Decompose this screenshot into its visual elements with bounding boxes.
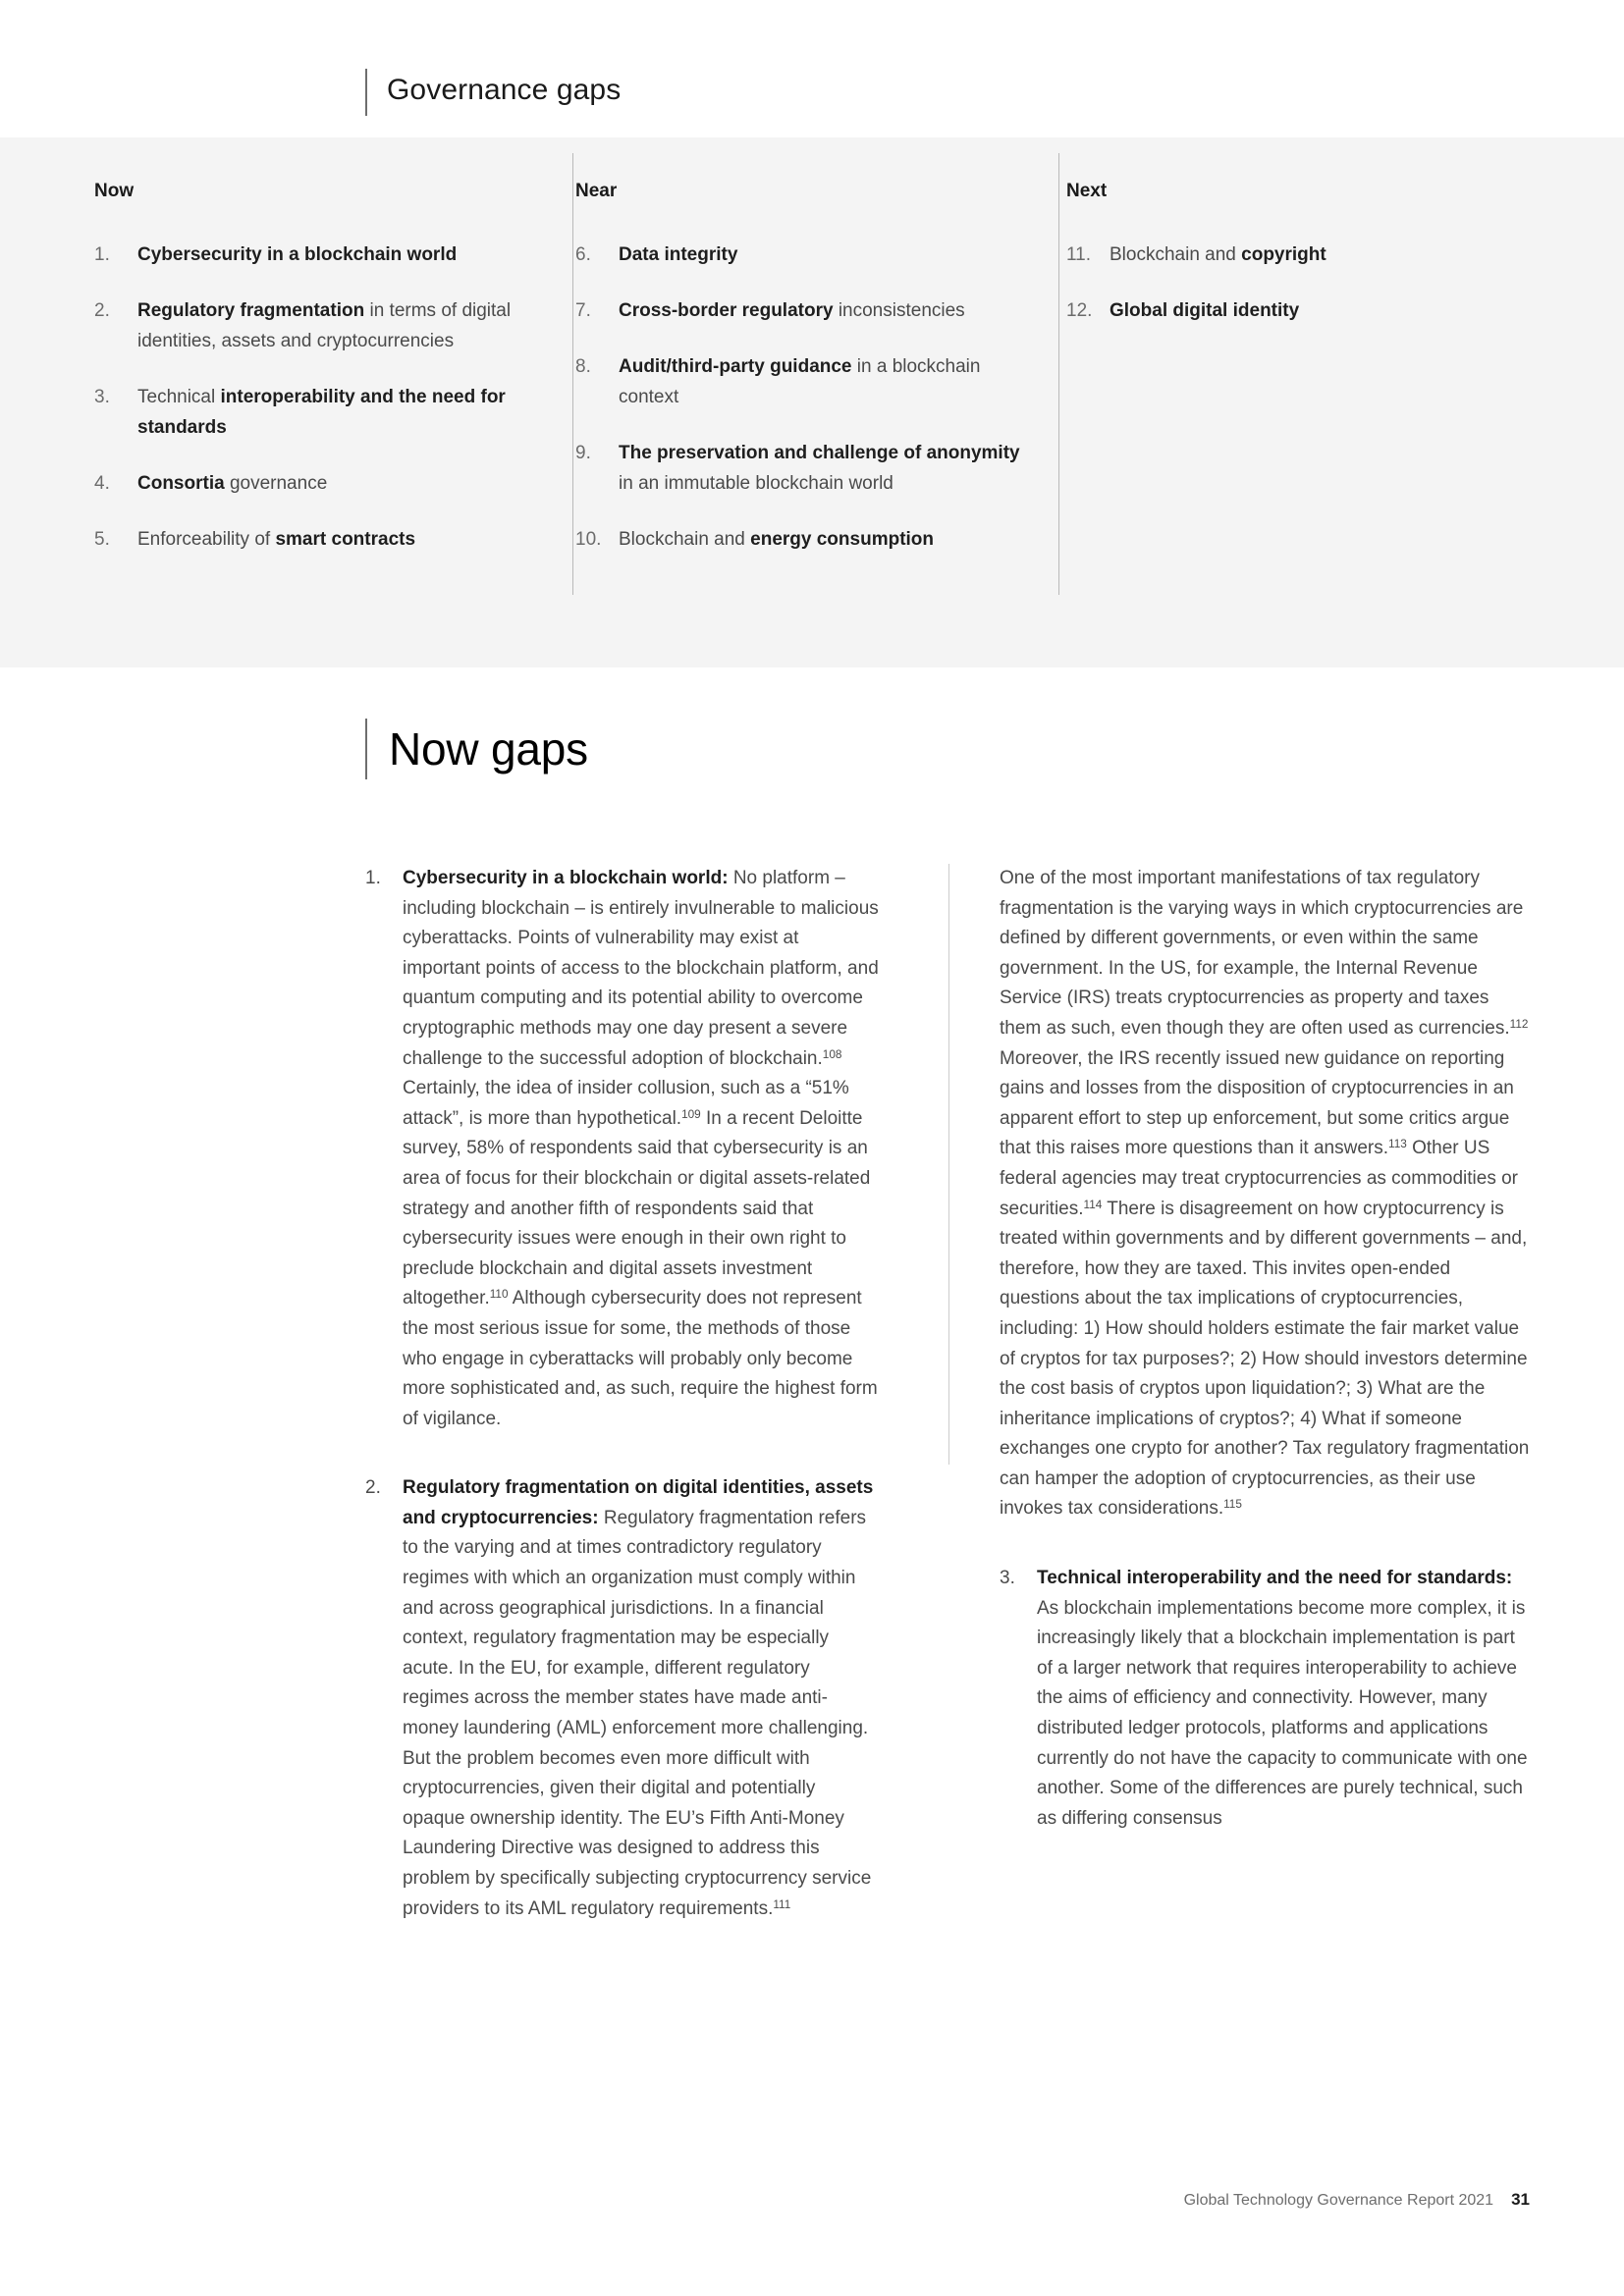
gaps-item-number: 9. [575, 443, 591, 463]
gaps-item-text: Global digital identity [1110, 300, 1300, 321]
footer-report-title: Global Technology Governance Report 2021 [1183, 2192, 1494, 2209]
gaps-list-now [94, 240, 536, 555]
section-header [365, 69, 621, 116]
section-header-title: Governance gaps [387, 74, 622, 106]
gaps-column-title: Now [94, 181, 135, 201]
page-heading [365, 719, 588, 779]
gaps-list-item [1066, 295, 1538, 326]
paragraph-number: 2. [365, 1477, 381, 1499]
numbered-paragraph [1000, 1564, 1532, 1834]
gaps-item-number: 5. [94, 529, 110, 550]
paragraph-text: Cybersecurity in a blockchain world: No platform – including blockchain – is entirely invulnerable to malicious cyberattacks. Points of vulnerability may exist at important points of access to the blockchain platform, and quantum computing and its potential ability to overcome cryptographic methods may one day present a severe challenge to the successful adoption of blockchain.$^{108}$ Certainly, the idea of insider collusion, such as a “51% attack”, is more than hypothetical.$^{109}$ In a recent Deloitte survey, 58% of respondents said that cybersecurity is an area of focus for their blockchain or digital assets-related strategy and another fifth of respondents said that cybersecurity issues were enough in their own right to preclude blockchain and digital assets investment altogether.$^{110}$ Although cybersecurity does not represent the most serious issue for some, the methods of those who engage in cyberattacks will probably only become more sophisticated and, as such, require the highest form of vigilance. [403, 868, 879, 1429]
paragraph: One of the most important manifestations of tax regulatory fragmentation is the varying ways in which cryptocurrencies are defined by different governments, or even within the same government. In the US, for example, the Internal Revenue Service (IRS) treats cryptocurrencies as property and taxes them as such, even though they are often used as currencies.$^{112}$ Moreover, the IRS recently issued new guidance on reporting gains and losses from the disposition of cryptocurrencies in an apparent effort to step up enforcement, but some critics argue that this raises more questions than it answers.$^{113}$ Other US federal agencies may treat cryptocurrencies as commodities or securities.$^{114}$ There is disagreement on how cryptocurrency is treated within governments and by different governments – and, therefore, how they are taxed. This invites open-ended questions about the tax implications of cryptocurrencies, including: 1) How should holders estimate the fair market value of cryptos for tax purposes?; 2) How should investors determine the cost basis of cryptos upon liquidation?; 3) What are the inheritance implications of cryptos?; 4) What if someone exchanges one crypto for another? Tax regulatory fragmentation can hamper the adoption of cryptocurrencies, as their use invokes tax considerations.$^{115}$ [1000, 868, 1530, 1520]
gaps-item-text: Consortia governance [137, 473, 328, 494]
gaps-list-item [94, 524, 536, 555]
footer-page-number: 31 [1511, 2190, 1530, 2209]
gaps-item-number: 4. [94, 473, 110, 494]
numbered-paragraph [365, 1473, 880, 1924]
gaps-item-number: 2. [94, 300, 110, 321]
gaps-list-item [575, 438, 1027, 499]
gaps-item-number: 11. [1066, 244, 1092, 265]
gaps-item-text: Enforceability of smart contracts [137, 529, 416, 550]
gaps-item-text: Technical interoperability and the need for standards [137, 387, 506, 438]
paragraph-text: Regulatory fragmentation on digital identities, assets and cryptocurrencies: Regulatory fragmentation refers to the varying and at times contradictory regulatory regimes with which an organization must comply within and across geographical jurisdictions. In a financial context, regulatory fragmentation may be especially acute. In the EU, for example, different regulatory regimes across the member states have made anti-money laundering (AML) enforcement more challenging. But the problem becomes even more difficult with cryptocurrencies, given their digital and potentially opaque ownership identity. The EU’s Fifth Anti-Money Laundering Directive was designed to address this problem by specifically subjecting cryptocurrency service providers to its AML regulatory requirements.$^{111}$ [403, 1477, 874, 1919]
gaps-list-item [94, 382, 536, 443]
body-column-right [948, 864, 1532, 1963]
body-columns [365, 864, 1532, 1963]
gaps-list-item [94, 468, 536, 499]
gaps-list-next [1066, 240, 1538, 326]
gaps-list-item [575, 351, 1027, 412]
gaps-list-near [575, 240, 1027, 555]
gaps-column-now [94, 179, 575, 580]
gaps-item-number: 6. [575, 244, 591, 265]
gaps-item-number: 7. [575, 300, 591, 321]
gaps-column-title: Next [1066, 181, 1108, 201]
governance-gaps-panel [0, 137, 1624, 667]
gaps-list-item [575, 240, 1027, 270]
numbered-paragraph [365, 864, 880, 1434]
gaps-item-text: Regulatory fragmentation in terms of digital identities, assets and cryptocurrencies [137, 300, 512, 351]
gaps-column-title: Near [575, 181, 618, 201]
gaps-item-number: 1. [94, 244, 110, 265]
paragraph-text: Technical interoperability and the need for standards: As blockchain implementations become more complex, it is increasingly likely that a blockchain implementation is part of a larger network that requires interoperability to achieve the aims of efficiency and connectivity. However, many distributed ledger protocols, platforms and applications currently do not have the capacity to communicate with one another. Some of the differences are purely technical, such as differing consensus [1037, 1568, 1528, 1829]
gaps-list-item [575, 295, 1027, 326]
gaps-list-item [575, 524, 1027, 555]
page-footer [1184, 2190, 1530, 2210]
paragraph-number: 3. [1000, 1568, 1015, 1589]
gaps-item-number: 3. [94, 387, 110, 407]
gaps-item-text: The preservation and challenge of anonymity in an immutable blockchain world [619, 443, 1020, 494]
gaps-column-near [575, 179, 1066, 580]
gaps-item-text: Audit/third-party guidance in a blockchain context [619, 356, 981, 407]
gaps-item-number: 10. [575, 529, 602, 550]
gaps-list-item [94, 240, 536, 270]
gaps-item-text: Cybersecurity in a blockchain world [137, 244, 458, 265]
paragraph-number: 1. [365, 868, 381, 888]
gaps-item-text: Blockchain and copyright [1110, 244, 1326, 265]
body-column-left [365, 864, 948, 1963]
gaps-item-text: Cross-border regulatory inconsistencies [619, 300, 965, 321]
gaps-list-item [1066, 240, 1538, 270]
gaps-item-number: 8. [575, 356, 591, 377]
gaps-list-item [94, 295, 536, 356]
governance-gaps-columns [94, 179, 1538, 580]
gaps-item-text: Data integrity [619, 244, 738, 265]
gaps-item-text: Blockchain and energy consumption [619, 529, 935, 550]
page-title: Now gaps [389, 723, 588, 774]
gaps-item-number: 12. [1066, 300, 1093, 321]
gaps-column-next [1066, 179, 1538, 580]
